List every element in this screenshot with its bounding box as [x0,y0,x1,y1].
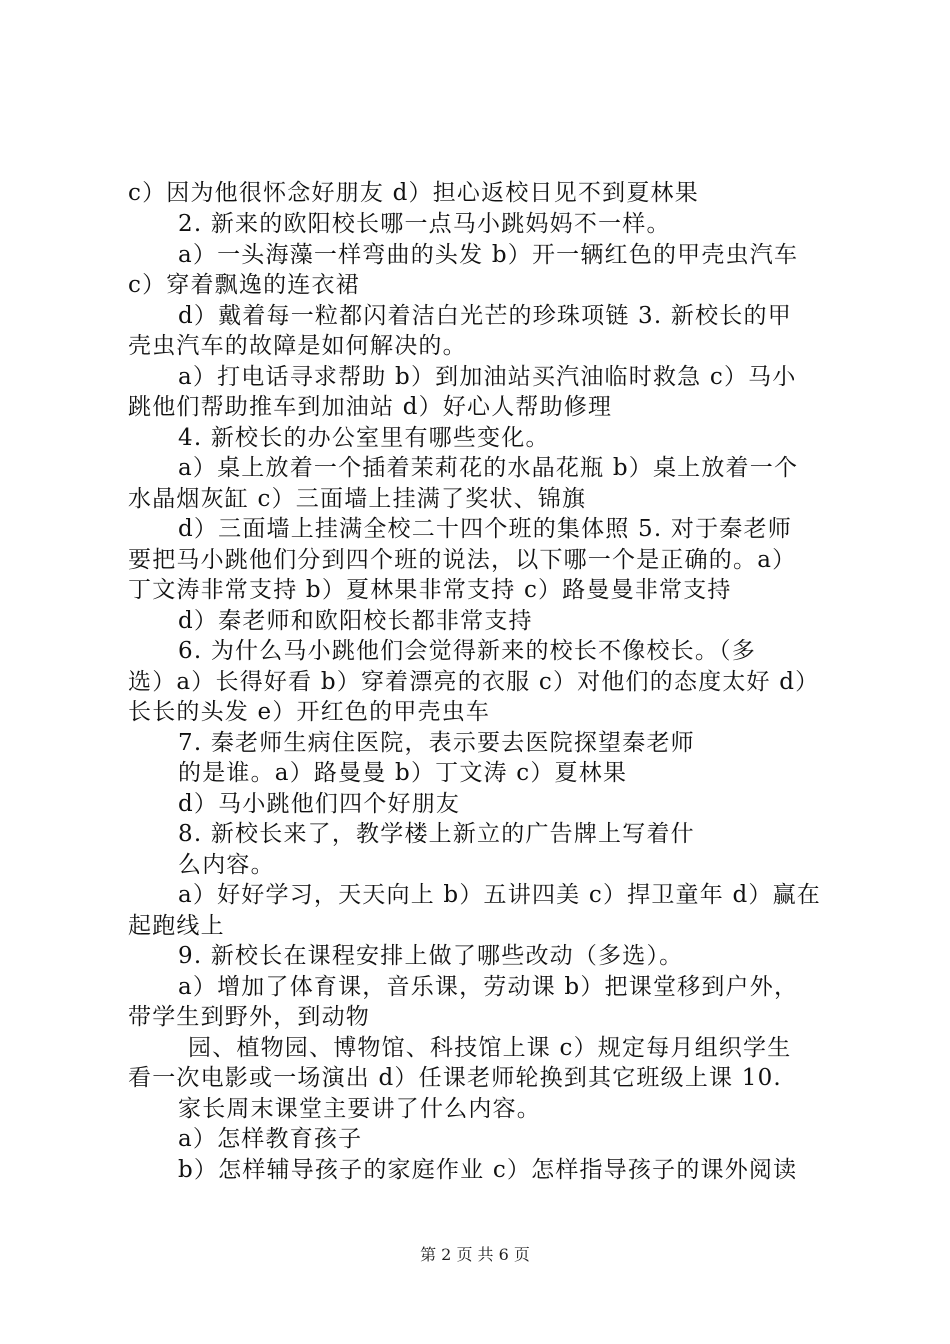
text-line-content: 家长周末课堂主要讲了什么内容。 [178,1096,541,1122]
text-line [0,1002,950,1032]
text-line-content: 选）a）长得好看 b）穿着漂亮的衣服 c）对他们的态度太好 d） [128,669,820,695]
text-line [0,453,950,483]
page-number-label: 第 2 页 共 6 页 [420,1245,530,1264]
text-line-content: a）增加了体育课，音乐课，劳动课 b）把课堂移到户外， [178,974,799,1000]
text-line [0,789,950,819]
text-line-content: d）秦老师和欧阳校长都非常支持 [178,608,533,634]
text-line [0,880,950,910]
text-line [0,636,950,666]
text-line [0,728,950,758]
text-line-content: c）因为他很怀念好朋友 d）担心返校日见不到夏林果 [128,180,699,206]
text-line [0,758,950,788]
text-line [0,575,950,605]
text-line-content: 水晶烟灰缸 c）三面墙上挂满了奖状、锦旗 [128,486,587,512]
text-line [0,301,950,331]
text-line [0,1094,950,1124]
text-line-content: 长长的头发 e）开红色的甲壳虫车 [128,699,491,725]
text-line [0,270,950,300]
text-line [0,484,950,514]
text-line-content: 园、植物园、博物馆、科技馆上课 c）规定每月组织学生 [188,1035,792,1061]
page-footer [0,1244,950,1266]
text-line-content: 9. 新校长在课程安排上做了哪些改动（多选）。 [178,943,684,969]
text-line-content: b）怎样辅导孩子的家庭作业 c）怎样指导孩子的课外阅读 [178,1157,798,1183]
text-line [0,209,950,239]
text-line-content: c）穿着飘逸的连衣裙 [128,272,360,298]
text-line [0,545,950,575]
text-line-content: 8. 新校长来了，教学楼上新立的广告牌上写着什 [178,821,695,847]
text-line-content: d）戴着每一粒都闪着洁白光芒的珍珠项链 3. 新校长的甲 [178,303,792,329]
text-line-content: a）怎样教育孩子 [178,1126,363,1152]
text-line [0,178,950,208]
text-line [0,514,950,544]
text-line [0,392,950,422]
text-line [0,240,950,270]
text-line [0,972,950,1002]
text-line-content: a）打电话寻求帮助 b）到加油站买汽油临时救急 c）马小 [178,364,797,390]
text-line-content: 壳虫汽车的故障是如何解决的。 [128,333,467,359]
text-line-content: a）一头海藻一样弯曲的头发 b）开一辆红色的甲壳虫汽车 [178,242,799,268]
text-line [0,667,950,697]
text-line [0,362,950,392]
text-line [0,941,950,971]
text-line-content: 跳他们帮助推车到加油站 d）好心人帮助修理 [128,394,613,420]
text-line-content: d）马小跳他们四个好朋友 [178,791,461,817]
text-line-content: a）好好学习，天天向上 b）五讲四美 c）捍卫童年 d）赢在 [178,882,821,908]
text-line-content: d）三面墙上挂满全校二十四个班的集体照 5. 对于秦老师 [178,516,792,542]
text-line-content: a）桌上放着一个插着茉莉花的水晶花瓶 b）桌上放着一个 [178,455,799,481]
text-line-content: 么内容。 [178,852,275,878]
text-line-content: 要把马小跳他们分到四个班的说法，以下哪一个是正确的。a） [128,547,797,573]
text-line-content: 6. 为什么马小跳他们会觉得新来的校长不像校长。（多 [178,638,756,664]
text-line [0,1063,950,1093]
text-line-content: 丁文涛非常支持 b）夏林果非常支持 c）路曼曼非常支持 [128,577,732,603]
text-line-content: 看一次电影或一场演出 d）任课老师轮换到其它班级上课 10. [128,1065,782,1091]
text-line [0,850,950,880]
text-line-content: 7. 秦老师生病住医院，表示要去医院探望秦老师 [178,730,695,756]
text-line [0,1033,950,1063]
text-line [0,1155,950,1185]
text-line [0,911,950,941]
text-line-content: 4. 新校长的办公室里有哪些变化。 [178,425,550,451]
text-line-content: 的是谁。a）路曼曼 b）丁文涛 c）夏林果 [178,760,628,786]
text-line [0,606,950,636]
text-line [0,819,950,849]
text-line-content: 2. 新来的欧阳校长哪一点马小跳妈妈不一样。 [178,211,671,237]
text-line [0,331,950,361]
text-line [0,423,950,453]
text-line-content: 起跑线上 [128,913,225,939]
text-line [0,697,950,727]
text-line-content: 带学生到野外，到动物 [128,1004,370,1030]
text-line [0,1124,950,1154]
